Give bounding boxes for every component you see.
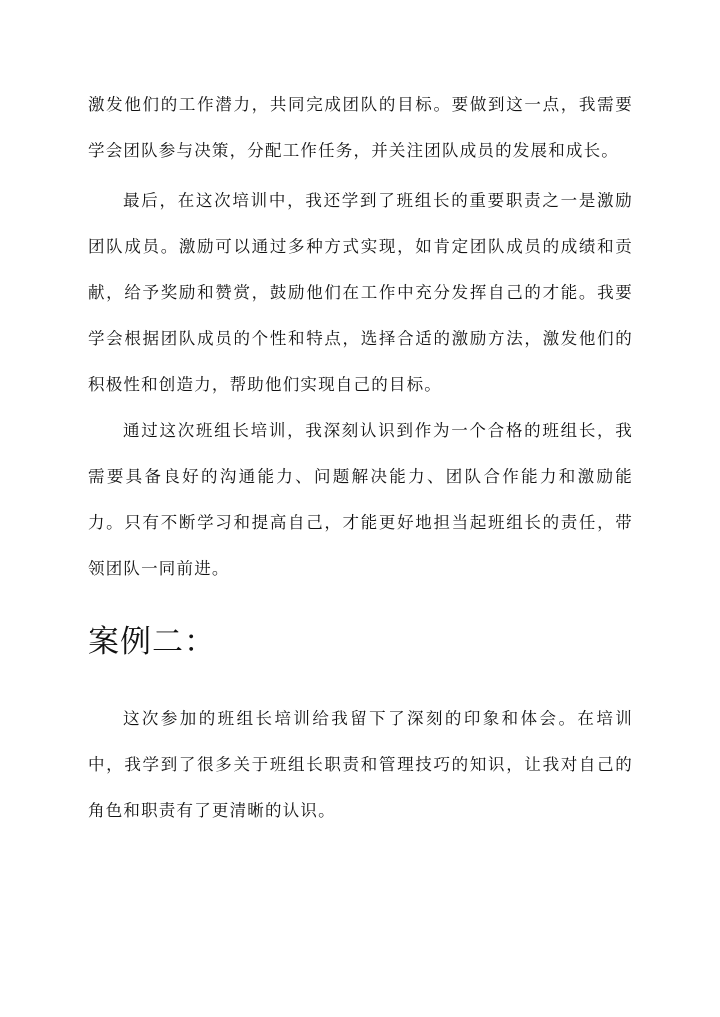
paragraph-4: 这次参加的班组长培训给我留下了深刻的印象和体会。在培训中，我学到了很多关于班组长职责和管理技巧的知识，让我对自己的角色和职责有了更清晰的认识。 — [88, 709, 633, 820]
paragraph-2: 最后，在这次培训中，我还学到了班组长的重要职责之一是激励团队成员。激励可以通过多种方式实现，如肯定团队成员的成绩和贡献，给予奖励和赞赏，鼓励他们在工作中充分发挥自己的才能。我要学会根据团队成员的个性和特点，选择合适的激励方法，激发他们的积极性和创造力，帮助他们实现自己的目标。 — [88, 191, 633, 394]
paragraph-1: 激发他们的工作潜力，共同完成团队的目标。要做到这一点，我需要学会团队参与决策，分配工作任务，并关注团队成员的发展和成长。 — [88, 95, 633, 160]
document-body — [88, 82, 633, 834]
section-heading: 案例二： — [88, 624, 216, 660]
paragraph-3: 通过这次班组长培训，我深刻认识到作为一个合格的班组长，我需要具备良好的沟通能力、问题解决能力、团队合作能力和激励能力。只有不断学习和提高自己，才能更好地担当起班组长的责任，带领团队一同前进。 — [88, 421, 633, 578]
